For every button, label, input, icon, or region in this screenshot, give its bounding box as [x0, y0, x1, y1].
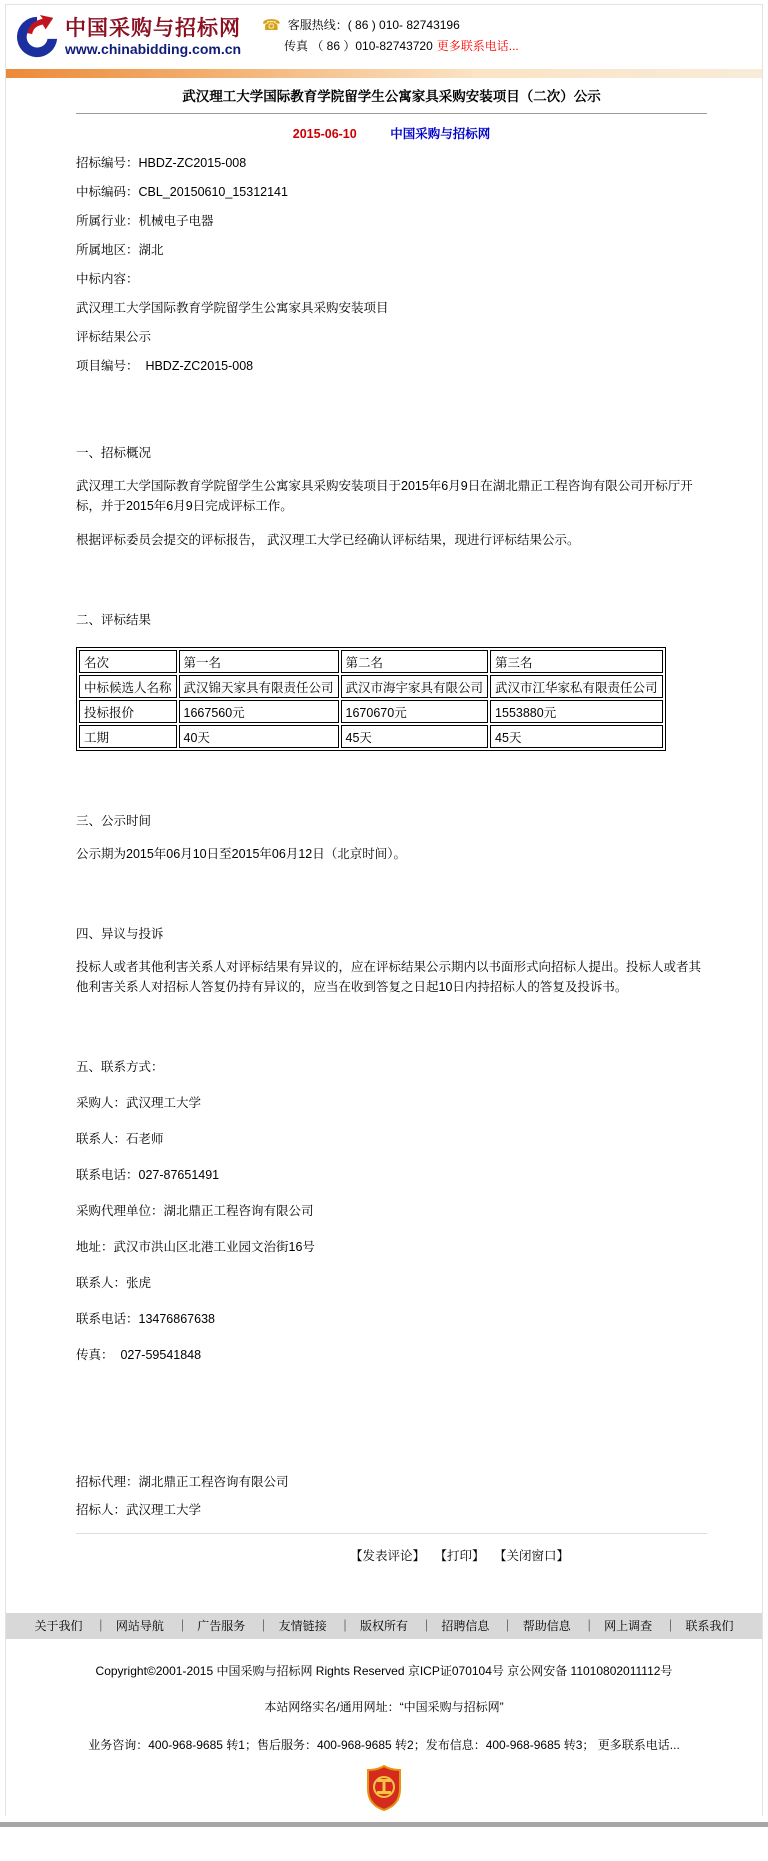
table-row — [79, 650, 663, 673]
meta-line-content-label: 中标内容： — [76, 272, 139, 286]
table-cell: 武汉市海宇家具有限公司 — [341, 675, 489, 698]
divider-band — [6, 69, 762, 78]
table-cell: 1553880元 — [490, 700, 663, 723]
notice-content — [6, 88, 762, 1565]
section1-heading: 一、招标概况 — [76, 446, 152, 460]
site-name: 中国采购与招标网 — [65, 16, 241, 40]
table-cell: 45天 — [341, 725, 489, 748]
table-cell: 工期 — [79, 725, 177, 748]
footer-nav-item-help[interactable]: ｜ 帮助信息 — [493, 1619, 571, 1633]
header-contact — [262, 15, 519, 57]
section1-paragraph-1: 武汉理工大学国际教育学院留学生公寓家具采购安装项目于2015年6月9日在湖北鼎正工程咨询有限公司开标厅开标，并于2015年6月9日完成评标工作。 — [76, 479, 693, 513]
meta-line-project-no: 项目编号： HBDZ-ZC2015-008 — [76, 359, 254, 373]
title-rule — [76, 113, 707, 114]
notice-title: 武汉理工大学国际教育学院留学生公寓家具采购安装项目（二次）公示 — [182, 89, 601, 104]
footer-nav-item-jobs[interactable]: ｜ 招聘信息 — [411, 1619, 489, 1633]
table-cell: 1667560元 — [179, 700, 339, 723]
closing-line-tenderee: 招标人：武汉理工大学 — [76, 1503, 202, 1517]
dateline — [76, 126, 707, 143]
meta-line-award-code: 中标编码：CBL_20150610_15312141 — [76, 185, 288, 199]
phone-icon: ☎ — [262, 17, 281, 34]
section4-paragraph: 投标人或者其他利害关系人对评标结果有异议的，应在评标结果公示期内以书面形式向招标人提出。投标人或者其他利害关系人对招标人答复仍持有异议的，应当在收到答复之日起10日内持招标人的答复及投诉书。 — [76, 960, 702, 994]
footer-nav-item-ad-service[interactable]: ｜ 广告服务 — [167, 1619, 245, 1633]
bottom-bar — [0, 1822, 768, 1827]
service-phones-text: 业务咨询：400-968-9685 转1；售后服务：400-968-9685 转2；发布信息：400-968-9685 转3； 更多联系电话... — [88, 1738, 680, 1752]
page — [5, 4, 763, 1816]
table-cell: 40天 — [179, 725, 339, 748]
contact-line-contact2: 联系人：张虎 — [76, 1276, 152, 1290]
close-window-button[interactable]: 【关闭窗口】 — [493, 1549, 569, 1563]
meta-line-region: 所属地区：湖北 — [76, 243, 164, 257]
contact-line-fax: 传真： 027-59541848 — [76, 1348, 202, 1362]
footer-nav-item-friend-links[interactable]: ｜ 友情链接 — [249, 1619, 327, 1633]
table-row — [79, 675, 663, 698]
meta-line-tender-no: 招标编号：HBDZ-ZC2015-008 — [76, 156, 247, 170]
table-cell: 中标候选人名称 — [79, 675, 177, 698]
meta-line-industry: 所属行业：机械电子电器 — [76, 214, 214, 228]
copyright-text: Copyright©2001-2015 中国采购与招标网 Rights Reserved 京ICP证070104号 京公网安备 11010802011112号 — [95, 1664, 673, 1678]
table-cell: 投标报价 — [79, 700, 177, 723]
logo-swoosh-icon — [14, 14, 60, 60]
table-cell: 武汉锦天家具有限责任公司 — [179, 675, 339, 698]
table-row — [79, 700, 663, 723]
fax-text: 传真 （ 86 ）010-82743720 — [284, 39, 433, 53]
logo-text — [65, 17, 241, 58]
print-button[interactable]: 【打印】 — [434, 1549, 485, 1563]
footer-nav-item-about-us[interactable]: 关于我们 — [34, 1619, 83, 1633]
table-cell: 1670670元 — [341, 700, 489, 723]
table-cell: 第三名 — [490, 650, 663, 673]
footer-nav-item-contact-us[interactable]: ｜ 联系我们 — [655, 1619, 733, 1633]
table-cell: 名次 — [79, 650, 177, 673]
closing-line-agent: 招标代理：湖北鼎正工程咨询有限公司 — [76, 1475, 289, 1489]
footer-nav-item-site-map[interactable]: ｜ 网站导航 — [86, 1619, 164, 1633]
section5-heading: 五、联系方式： — [76, 1060, 164, 1074]
contact-line-phone1: 联系电话：027-87651491 — [76, 1168, 220, 1182]
site-realname-text: 本站网络实名/通用网址：“中国采购与招标网” — [264, 1700, 504, 1714]
footer-nav-item-copyright[interactable]: ｜ 版权所有 — [330, 1619, 408, 1633]
notice-date: 2015-06-10 — [292, 127, 357, 141]
table-cell: 45天 — [490, 725, 663, 748]
results-table — [76, 647, 666, 751]
footer-nav — [6, 1613, 762, 1639]
meta-line-result-label: 评标结果公示 — [76, 330, 152, 344]
seal-area — [6, 1765, 762, 1816]
more-contacts-link[interactable]: 更多联系电话... — [436, 39, 519, 53]
contact-line-address: 地址：武汉市洪山区北港工业园文治街16号 — [76, 1240, 315, 1254]
section2-heading: 二、评标结果 — [76, 613, 152, 627]
section1-paragraph-2: 根据评标委员会提交的评标报告， 武汉理工大学已经确认评标结果，现进行评标结果公示。 — [76, 533, 580, 547]
contact-line-contact1: 联系人：石老师 — [76, 1132, 164, 1146]
table-row — [79, 725, 663, 748]
table-cell: 第二名 — [341, 650, 489, 673]
contact-line-phone2: 联系电话：13476867638 — [76, 1312, 215, 1326]
business-registration-seal-icon[interactable] — [367, 1765, 401, 1811]
section3-paragraph: 公示期为2015年06月10日至2015年06月12日（北京时间）。 — [76, 847, 406, 861]
hotline-text: 客服热线：( 86 ) 010- 82743196 — [287, 18, 460, 32]
section3-heading: 三、公示时间 — [76, 814, 152, 828]
table-cell: 第一名 — [179, 650, 339, 673]
footer-nav-item-survey[interactable]: ｜ 网上调查 — [574, 1619, 652, 1633]
section4-heading: 四、异议与投诉 — [76, 927, 164, 941]
meta-line-project-name: 武汉理工大学国际教育学院留学生公寓家具采购安装项目 — [76, 301, 389, 315]
site-url: www.chinabidding.com.cn — [65, 40, 242, 57]
closing-block — [76, 1474, 707, 1519]
site-header — [6, 5, 762, 69]
bottom-rule — [76, 1533, 707, 1534]
notice-source: 中国采购与招标网 — [390, 127, 491, 141]
comment-button[interactable]: 【发表评论】 — [349, 1549, 425, 1563]
contact-line-agency: 采购代理单位：湖北鼎正工程咨询有限公司 — [76, 1204, 314, 1218]
actions-bar — [76, 1548, 707, 1565]
contact-line-purchaser: 采购人：武汉理工大学 — [76, 1096, 202, 1110]
table-cell: 武汉市江华家私有限责任公司 — [490, 675, 663, 698]
site-logo[interactable] — [14, 14, 241, 60]
